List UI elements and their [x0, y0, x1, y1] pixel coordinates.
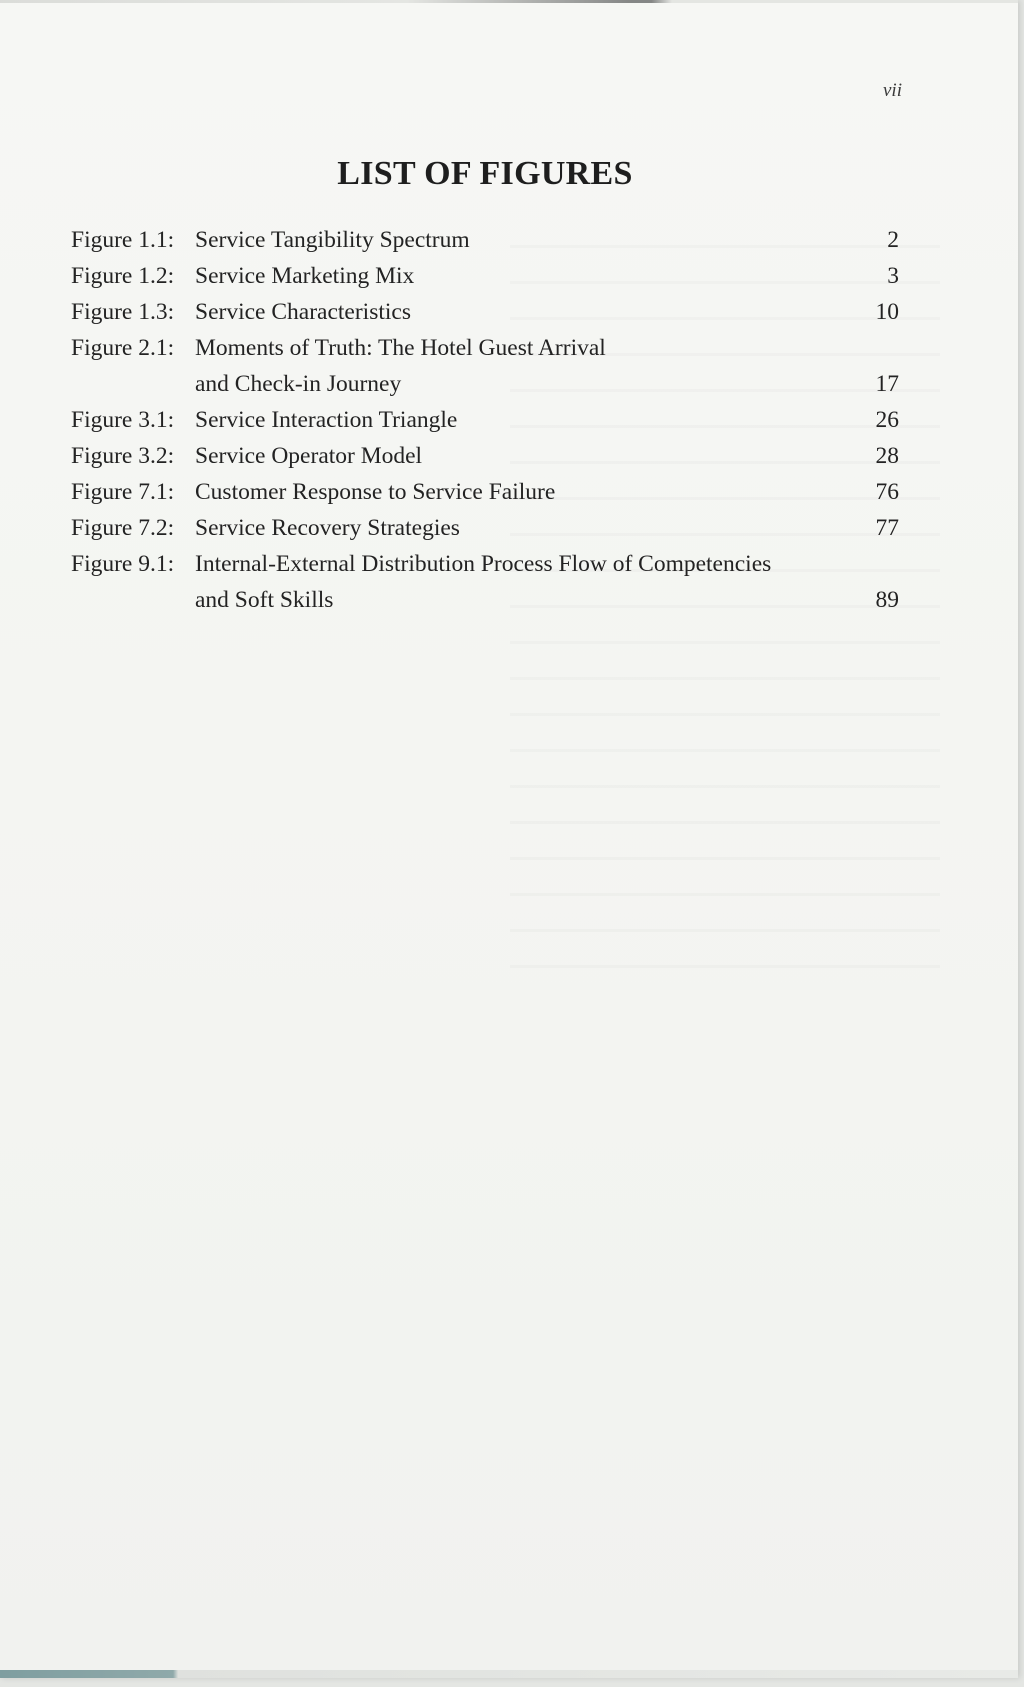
figure-title	[195, 438, 859, 474]
figure-page-number: 26	[875, 407, 899, 433]
figure-label: Figure 7.1:	[71, 479, 175, 505]
figure-title	[195, 222, 859, 258]
figure-title-line: Service Recovery Strategies	[195, 515, 460, 541]
figure-entry	[71, 222, 899, 258]
figure-page-number: 17	[875, 371, 899, 397]
figure-list	[71, 222, 899, 618]
figure-title	[195, 510, 859, 546]
figure-label: Figure 7.2:	[71, 515, 175, 541]
figure-entry	[71, 510, 899, 546]
figure-label: Figure 3.2:	[71, 443, 175, 469]
figure-entry	[71, 474, 899, 510]
figure-label: Figure 2.1:	[71, 335, 175, 361]
figure-title	[195, 546, 859, 618]
figure-entry	[71, 438, 899, 474]
figure-title-line: Service Operator Model	[195, 443, 423, 469]
figure-entry	[71, 258, 899, 294]
figure-page-number: 3	[887, 263, 899, 289]
figure-title	[195, 294, 859, 330]
figure-entry	[71, 330, 899, 402]
figure-page-number: 2	[887, 227, 899, 253]
figure-title	[195, 258, 859, 294]
page-top-edge	[0, 0, 1018, 3]
figure-page-number: 89	[875, 587, 899, 613]
figure-label: Figure 1.2:	[71, 263, 175, 289]
figure-entry	[71, 294, 899, 330]
figure-title-line: Service Characteristics	[195, 299, 411, 325]
figure-entry	[71, 402, 899, 438]
figure-page-number: 77	[875, 515, 899, 541]
figure-title	[195, 474, 859, 510]
page-number: vii	[883, 80, 902, 101]
figure-title-line: Internal-External Distribution Process Flow of Competencies	[195, 551, 772, 577]
page-bottom-edge	[0, 1670, 1018, 1678]
figure-title-line: Service Interaction Triangle	[195, 407, 458, 433]
figure-page-number: 28	[875, 443, 899, 469]
figure-label: Figure 9.1:	[71, 551, 175, 577]
figure-label: Figure 3.1:	[71, 407, 175, 433]
figure-title-line: Service Tangibility Spectrum	[195, 227, 470, 253]
figure-label: Figure 1.1:	[71, 227, 175, 253]
figure-title	[195, 330, 859, 402]
figure-title-line: and Check-in Journey	[195, 371, 402, 397]
figure-entry	[71, 546, 899, 618]
figure-title-line: Moments of Truth: The Hotel Guest Arrival	[195, 335, 606, 361]
figure-title	[195, 402, 859, 438]
figure-title-line: Customer Response to Service Failure	[195, 479, 556, 505]
figure-label: Figure 1.3:	[71, 299, 175, 325]
figure-title-line: and Soft Skills	[195, 587, 334, 613]
figure-page-number: 10	[875, 299, 899, 325]
figure-title-line: Service Marketing Mix	[195, 263, 415, 289]
page-title: LIST OF FIGURES	[337, 155, 633, 192]
figure-page-number: 76	[875, 479, 899, 505]
